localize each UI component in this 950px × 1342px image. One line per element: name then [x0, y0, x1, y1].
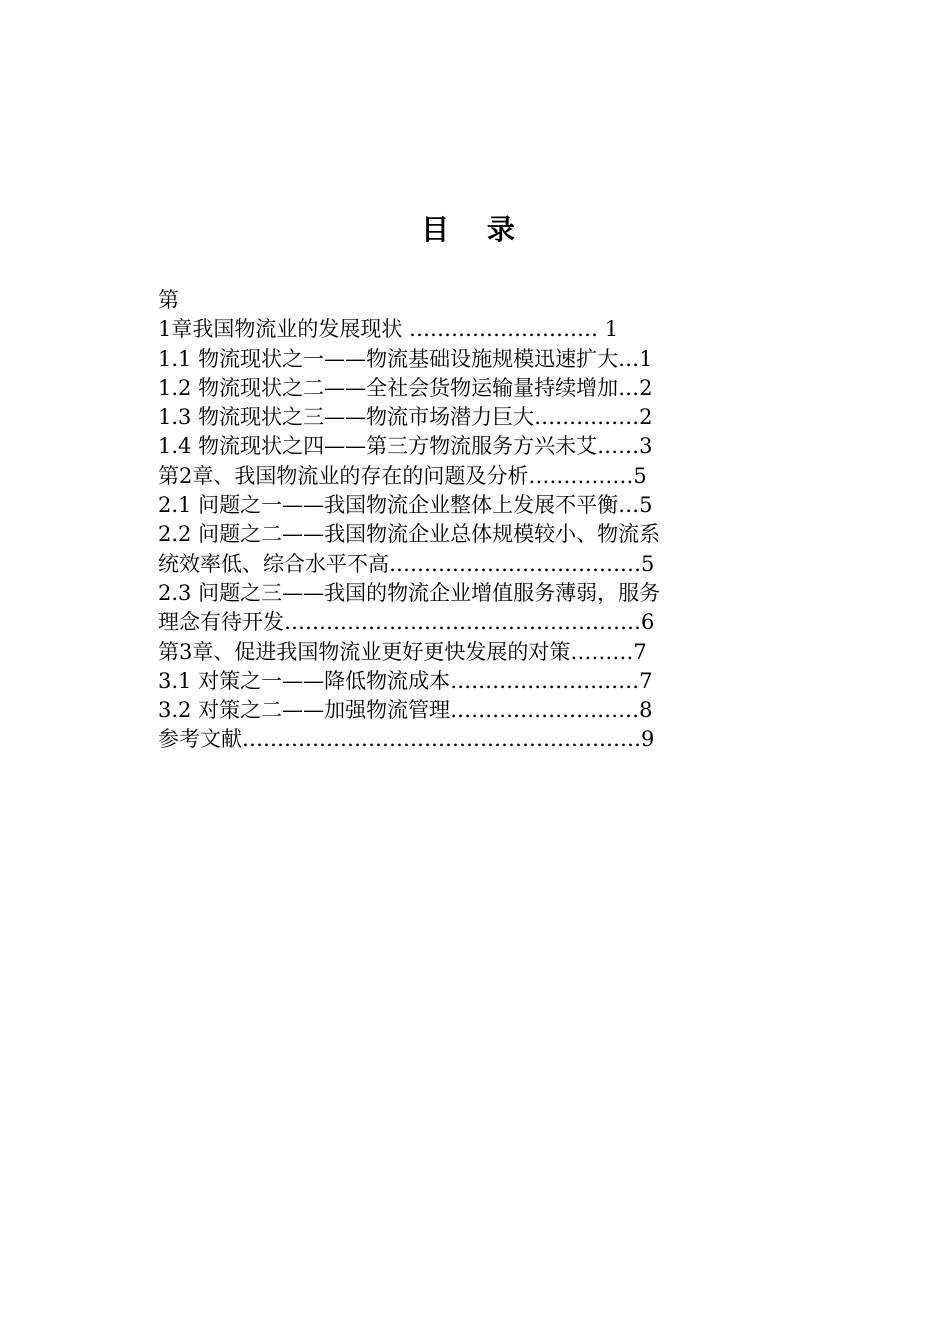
toc-line-7: 第2章、我国物流业的存在的问题及分析……………5 — [158, 463, 647, 488]
toc-line-3: 1.1 物流现状之一——物流基础设施规模迅速扩大…1 — [158, 346, 653, 371]
toc-line-10: 统效率低、综合水平不高………………………………5 — [158, 551, 655, 576]
toc-line-5: 1.3 物流现状之三——物流市场潜力巨大……………2 — [158, 405, 653, 430]
toc-line-12: 理念有待开发……………………………………………6 — [158, 610, 655, 635]
toc-line-2: 1章我国物流业的发展现状 ……………………… 1 — [158, 317, 619, 342]
toc-line-16: 参考文献…………………………………………………9 — [158, 727, 655, 752]
toc-line-11: 2.3 问题之三——我国的物流企业增值服务薄弱，服务 — [158, 580, 661, 605]
toc-line-4: 1.2 物流现状之二——全社会货物运输量持续增加…2 — [158, 375, 653, 400]
toc-line-14: 3.1 对策之一——降低物流成本………………………7 — [158, 668, 653, 693]
toc-line-1: 第 — [158, 288, 179, 312]
table-of-contents — [158, 286, 798, 755]
toc-line-8: 2.1 问题之一——我国物流企业整体上发展不平衡…5 — [158, 493, 653, 518]
toc-title: 目 录 — [421, 213, 529, 246]
toc-line-13: 第3章、促进我国物流业更好更快发展的对策………7 — [158, 639, 647, 664]
toc-line-9: 2.2 问题之二——我国物流企业总体规模较小、物流系 — [158, 522, 661, 547]
toc-line-6: 1.4 物流现状之四——第三方物流服务方兴未艾……3 — [158, 434, 653, 459]
toc-line-15: 3.2 对策之二——加强物流管理………………………8 — [158, 698, 653, 723]
